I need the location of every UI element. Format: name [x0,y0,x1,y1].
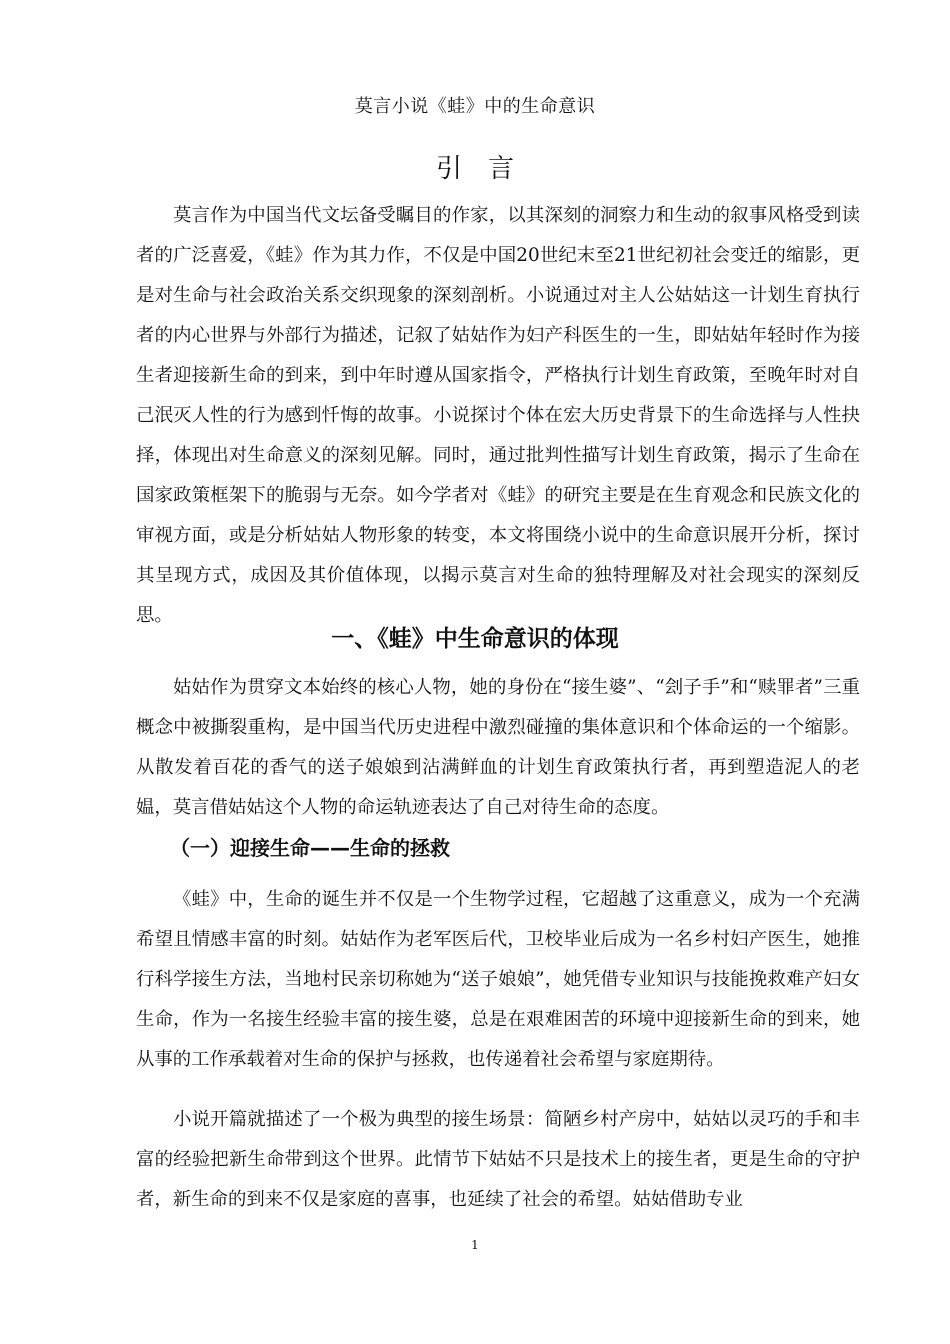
page-number: 1 [471,1238,479,1252]
section-1-paragraph: 姑姑作为贯穿文本始终的核心人物，她的身份在“接生婆”、“刽子手”和“赎罪者”三重概念中被撕裂重构，是中国当代历史进程中激烈碰撞的集体意识和个体命运的一个缩影。从散发着百花的香气的送子娘娘到沾满鲜血的计划生育政策执行者，再到塑造泥人的老媪，莫言借姑姑这个人物的命运轨迹表达了自己对待生命的态度。 [136,677,860,818]
intro-heading: 引言 [435,154,540,184]
section-heading-1: 一、《蛙》中生命意识的体现 [331,626,619,652]
running-title: 莫言小说《蛙》中的生命意识 [354,96,596,117]
subsection-1-paragraph-2: 小说开篇就描述了一个极为典型的接生场景：简陋乡村产房中，姑姑以灵巧的手和丰富的经验把新生命带到这个世界。此情节下姑姑不只是技术上的接生者，更是生命的守护者，新生命的到来不仅是家庭的喜事，也延续了社会的希望。姑姑借助专业 [136,1109,860,1210]
intro-paragraph: 莫言作为中国当代文坛备受瞩目的作家，以其深刻的洞察力和生动的叙事风格受到读者的广泛喜爱，《蛙》作为其力作，不仅是中国20世纪末至21世纪初社会变迁的缩影，更是对生命与社会政治关系交织现象的深刻剖析。小说通过对主人公姑姑这一计划生育执行者的内心世界与外部行为描述，记叙了姑姑作为妇产科医生的一生，即姑姑年轻时作为接生者迎接新生命的到来，到中年时遵从国家指令，严格执行计划生育政策，至晚年时对自己泯灭人性的行为感到忏悔的故事。小说探讨个体在宏大历史背景下的生命选择与人性抉择，体现出对生命意义的深刻见解。同时，通过批判性描写计划生育政策，揭示了生命在国家政策框架下的脆弱与无奈。如今学者对《蛙》的研究主要是在生育观念和民族文化的审视方面，或是分析姑姑人物形象的转变，本文将围绕小说中的生命意识展开分析，探讨其呈现方式，成因及其价值体现，以揭示莫言对生命的独特理解及对社会现实的深刻反思。 [136,205,860,626]
subsection-heading-1: （一）迎接生命——生命的拯救 [170,836,450,860]
subsection-1-paragraph-1: 《蛙》中，生命的诞生并不仅是一个生物学过程，它超越了这重意义，成为一个充满希望且情感丰富的时刻。姑姑作为老军医后代，卫校毕业后成为一名乡村妇产医生，她推行科学接生方法，当地村民亲切称她为“送子娘娘”，她凭借专业知识与技能挽救难产妇女生命，作为一名接生经验丰富的接生婆，总是在艰难困苦的环境中迎接新生命的到来，她从事的工作承载着对生命的保护与拯救，也传递着社会希望与家庭期待。 [136,889,860,1070]
